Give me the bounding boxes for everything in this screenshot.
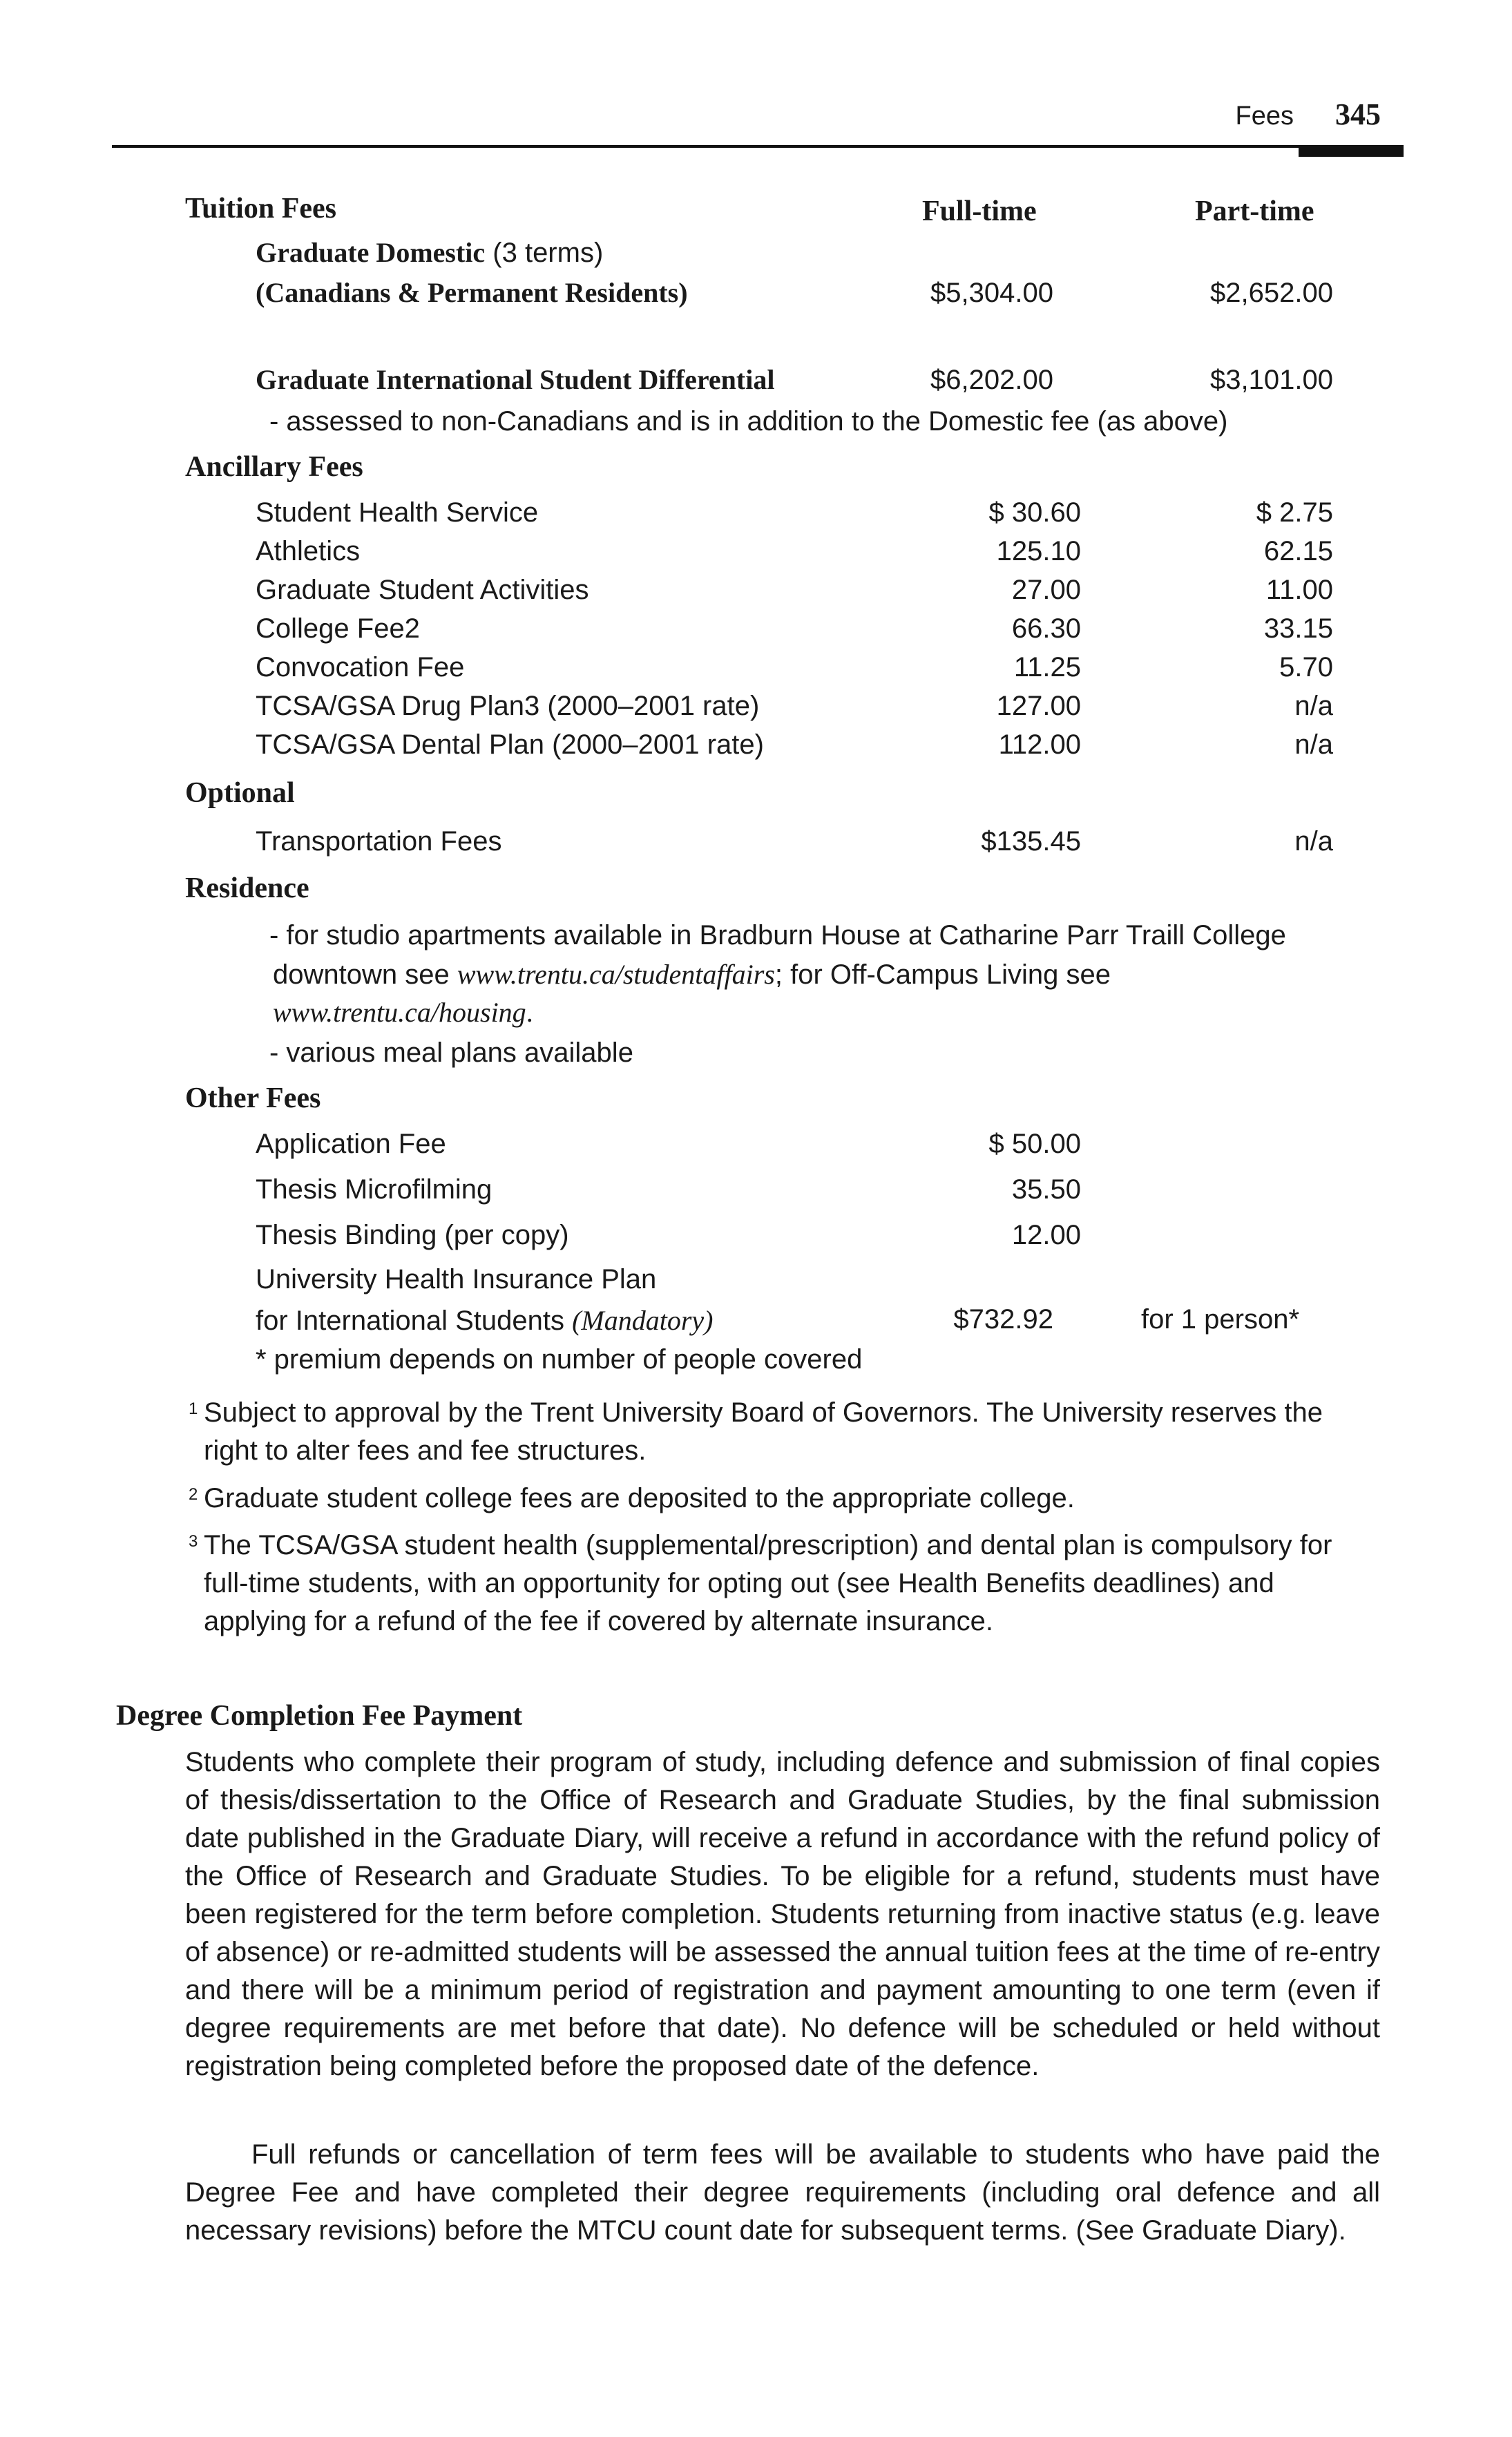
fee-part-time: $ 2.75 bbox=[1256, 497, 1333, 528]
fee-full-time: $135.45 bbox=[981, 826, 1081, 857]
fee-label: Thesis Binding (per copy) bbox=[256, 1220, 569, 1250]
fee-row bbox=[256, 691, 1333, 729]
fee-label: TCSA/GSA Dental Plan (2000–2001 rate) bbox=[256, 729, 764, 760]
domestic-full-time-fee: $5,304.00 bbox=[930, 278, 1053, 308]
domestic-label-bold: Graduate Domestic bbox=[256, 237, 486, 268]
fee-row bbox=[256, 575, 1333, 613]
fee-full-time: 35.50 bbox=[1011, 1174, 1081, 1205]
fee-part-time: 62.15 bbox=[1263, 536, 1333, 566]
fee-full-time: 11.25 bbox=[1013, 652, 1081, 682]
uhip-label-text: for International Students bbox=[256, 1306, 573, 1336]
footnote-text: The TCSA/GSA student health (supplemental/prescription) and dental plan is compulsory for full-time students, with an opportunity for opting out (see Health Benefits deadlines) and applying for a refund of the fee if covered by alternate insurance. bbox=[204, 1530, 1332, 1636]
page-number: 345 bbox=[1335, 97, 1381, 131]
uhip-fee: $732.92 bbox=[953, 1304, 1053, 1335]
degree-completion-heading: Degree Completion Fee Payment bbox=[116, 1700, 523, 1732]
uhip-coverage: for 1 person* bbox=[1141, 1304, 1300, 1335]
residence-text: ; for Off-Campus Living see bbox=[774, 959, 1111, 990]
fee-full-time: 125.10 bbox=[996, 536, 1081, 566]
fee-full-time: 12.00 bbox=[1011, 1220, 1081, 1250]
degree-paragraph-2: Full refunds or cancellation of term fees will be available to students who have paid the Degree Fee and have completed their degree requirements (including oral defence and all necessary revisions) before the MTCU count date for subsequent terms. (See Graduate Diary). bbox=[185, 2139, 1380, 2246]
residence-line-3 bbox=[273, 996, 533, 1029]
fee-label: College Fee2 bbox=[256, 613, 420, 644]
residence-text: . bbox=[526, 997, 533, 1028]
tuition-fees-heading: Tuition Fees bbox=[185, 193, 336, 224]
residence-heading: Residence bbox=[185, 872, 309, 904]
column-header-full-time: Full-time bbox=[922, 195, 1037, 227]
fee-full-time: 66.30 bbox=[1011, 613, 1081, 644]
fee-row bbox=[256, 536, 1333, 575]
fee-part-time: n/a bbox=[1294, 826, 1333, 857]
uhip-label-line1: University Health Insurance Plan bbox=[256, 1264, 657, 1294]
optional-heading: Optional bbox=[185, 777, 295, 809]
fee-label: Athletics bbox=[256, 536, 361, 566]
fee-row bbox=[256, 826, 1333, 865]
fee-part-time: 5.70 bbox=[1279, 652, 1333, 682]
fee-full-time: 112.00 bbox=[998, 729, 1081, 760]
degree-paragraph-1: Students who complete their program of study, including defence and submission of final copies of thesis/dissertation to the Office of Research and Graduate Studies, by the final submission date published in the Graduate Diary, will receive a refund in accordance with the refund policy of the Office of Research and Graduate Studies. To be eligible for a refund, students must have been registered for the term before completion. Students returning from inactive status (e.g. leave of absence) or re-admitted students will be assessed the annual tuition fees at the time of re-entry and there will be a minimum period of registration and payment amounting to one term (even if degree requirements are met before that date). No defence will be scheduled or held without registration being completed before the proposed date of the defence. bbox=[185, 1747, 1380, 2081]
header-tab-bar bbox=[1299, 147, 1404, 157]
fee-full-time: 127.00 bbox=[996, 691, 1081, 721]
fee-row bbox=[256, 1129, 1333, 1167]
fee-label: Application Fee bbox=[256, 1129, 446, 1159]
fee-row bbox=[256, 497, 1333, 536]
fee-row bbox=[256, 1220, 1333, 1259]
international-part-time-fee: $3,101.00 bbox=[1210, 365, 1333, 395]
fee-part-time: 11.00 bbox=[1265, 575, 1333, 605]
footnote-mark: 1 bbox=[189, 1399, 198, 1418]
fee-label: Transportation Fees bbox=[256, 826, 502, 857]
footnote bbox=[189, 1394, 1364, 1470]
fee-label: Graduate Student Activities bbox=[256, 575, 589, 605]
fee-part-time: n/a bbox=[1294, 729, 1333, 760]
housing-link[interactable]: www.trentu.ca/housing bbox=[273, 997, 526, 1028]
fee-full-time: $ 30.60 bbox=[988, 497, 1081, 528]
footnote bbox=[189, 1480, 1364, 1518]
domestic-label-line2: (Canadians & Permanent Residents) bbox=[256, 277, 688, 308]
fee-label: Thesis Microfilming bbox=[256, 1174, 492, 1205]
footnote bbox=[189, 1527, 1364, 1641]
residence-text: downtown see bbox=[273, 959, 457, 990]
footnote-mark: 2 bbox=[189, 1485, 198, 1504]
fee-row bbox=[256, 1174, 1333, 1213]
fee-part-time: n/a bbox=[1294, 691, 1333, 721]
international-full-time-fee: $6,202.00 bbox=[930, 365, 1053, 395]
column-header-part-time: Part-time bbox=[1195, 195, 1314, 227]
meal-plans-note: - various meal plans available bbox=[269, 1038, 633, 1068]
uhip-premium-note: * premium depends on number of people covered bbox=[256, 1344, 863, 1375]
header-rule bbox=[112, 145, 1404, 148]
fee-label: TCSA/GSA Drug Plan3 (2000–2001 rate) bbox=[256, 691, 760, 721]
fee-full-time: 27.00 bbox=[1011, 575, 1081, 605]
uhip-mandatory: (Mandatory) bbox=[572, 1305, 714, 1336]
international-note: - assessed to non-Canadians and is in addition to the Domestic fee (as above) bbox=[269, 406, 1228, 437]
uhip-label-line2 bbox=[256, 1304, 713, 1337]
domestic-label-line1 bbox=[256, 236, 603, 269]
fee-label: Student Health Service bbox=[256, 497, 539, 528]
ancillary-fees-heading: Ancillary Fees bbox=[185, 451, 363, 483]
fee-row bbox=[256, 652, 1333, 691]
fee-row bbox=[256, 613, 1333, 652]
header-section-title: Fees bbox=[1235, 102, 1294, 131]
domestic-part-time-fee: $2,652.00 bbox=[1210, 278, 1333, 308]
footnote-mark: 3 bbox=[189, 1532, 198, 1551]
fee-full-time: $ 50.00 bbox=[988, 1129, 1081, 1159]
fee-part-time: 33.15 bbox=[1263, 613, 1333, 644]
international-differential-label: Graduate International Student Differential bbox=[256, 364, 775, 395]
footnote-text: Subject to approval by the Trent University Board of Governors. The University reserves the right to alter fees and fee structures. bbox=[204, 1397, 1323, 1466]
footnote-text: Graduate student college fees are deposited to the appropriate college. bbox=[204, 1483, 1075, 1513]
residence-line-2 bbox=[273, 958, 1111, 991]
running-header bbox=[1236, 97, 1381, 145]
other-fees-heading: Other Fees bbox=[185, 1082, 321, 1114]
domestic-label-terms: (3 terms) bbox=[485, 238, 604, 268]
fee-label: Convocation Fee bbox=[256, 652, 465, 682]
residence-line-1: - for studio apartments available in Bradburn House at Catharine Parr Traill College bbox=[269, 920, 1286, 950]
fee-row bbox=[256, 729, 1333, 768]
student-affairs-link[interactable]: www.trentu.ca/studentaffairs bbox=[457, 959, 775, 990]
